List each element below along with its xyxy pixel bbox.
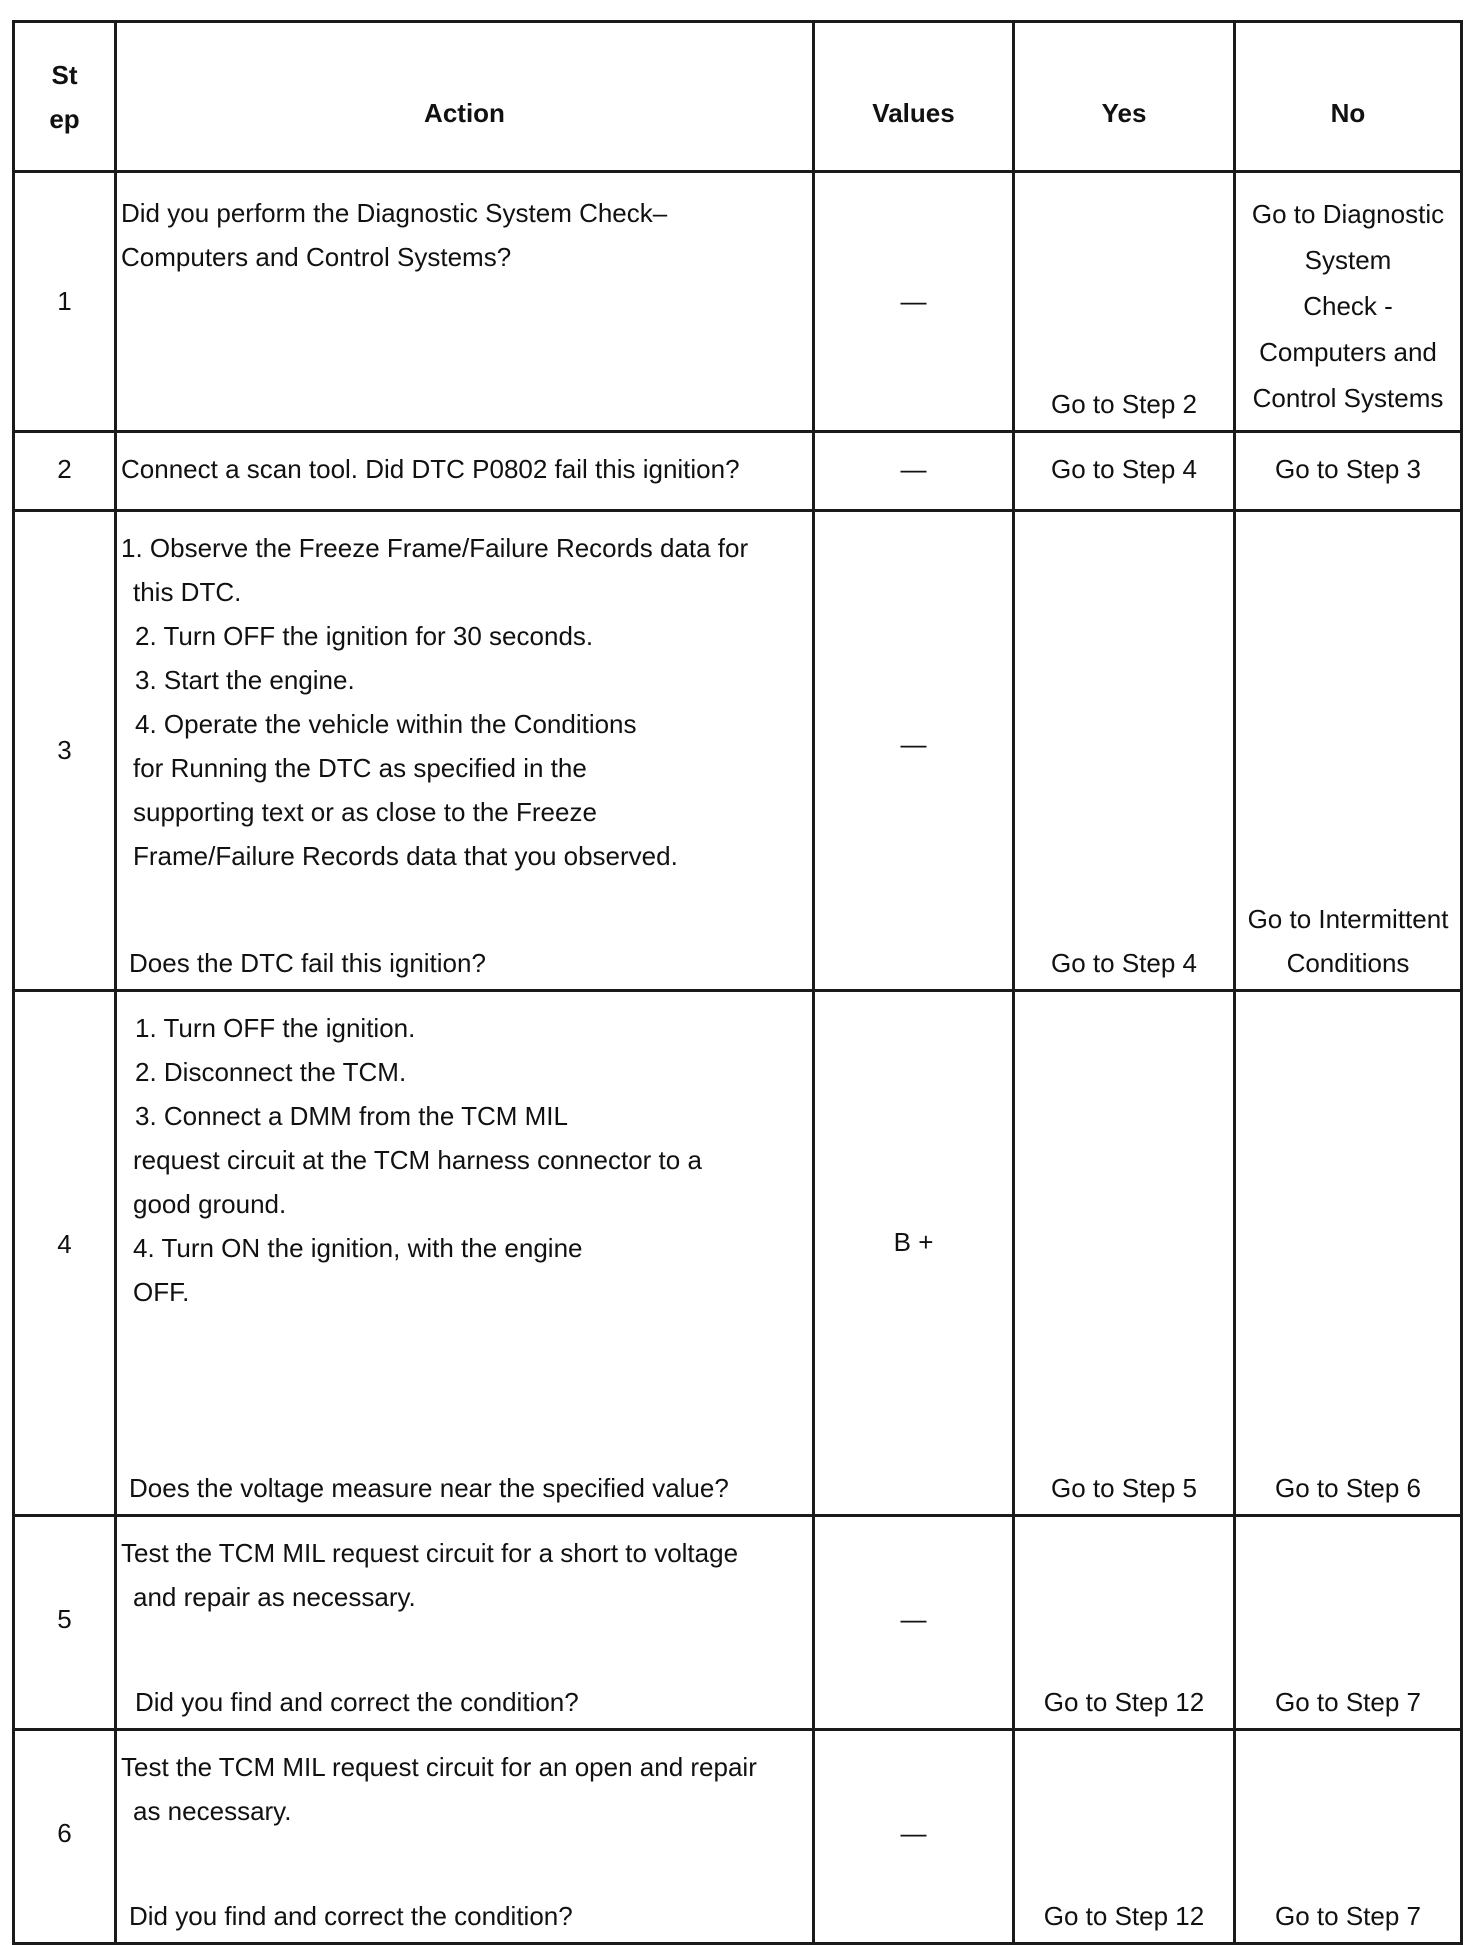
step-number: 4 [57,1229,72,1259]
no-link[interactable]: Go to Step 7 [1275,1901,1421,1931]
action-line: good ground. [133,1189,287,1219]
yes-link[interactable]: Go to Step 12 [1043,1901,1205,1931]
value-cell: — [900,286,927,316]
no-link[interactable]: Go to Diagnostic System Check - Computers and Control Systems [1251,199,1445,413]
table-row [14,511,1462,991]
yes-link[interactable]: Go to Step 2 [1051,389,1197,419]
action-question: Did you find and correct the condition? [129,1901,573,1931]
header-step-line-2: ep [49,103,80,134]
header-row [14,22,1462,172]
header-yes: Yes [1014,22,1235,172]
action-line: 2. Disconnect the TCM. [135,1057,407,1087]
yes-link[interactable]: Go to Step 4 [1051,454,1197,484]
action-line: 4. Turn ON the ignition, with the engine [133,1233,583,1263]
no-link[interactable]: Go to Step 6 [1275,1473,1421,1503]
action-line: 1. Turn OFF the ignition. [135,1013,416,1043]
yes-link[interactable]: Go to Step 12 [1043,1687,1205,1717]
header-step-line-1: St [51,59,78,90]
action-line: request circuit at the TCM harness connector to a [133,1145,702,1175]
action-line: Test the TCM MIL request circuit for an open and repair [121,1752,757,1782]
step-number: 3 [57,735,72,765]
action-line: and repair as necessary. [133,1582,416,1612]
no-link[interactable]: Go to Step 3 [1275,454,1421,484]
header-no: No [1235,22,1462,172]
action-line: this DTC. [133,577,242,607]
step-number: 6 [57,1818,72,1848]
table-row [14,172,1462,432]
step-number: 2 [57,454,72,484]
header-action: Action [116,22,814,172]
header-values: Values [814,22,1014,172]
step-number: 1 [57,286,72,316]
header-step [14,22,116,172]
action-line: Test the TCM MIL request circuit for a short to voltage [121,1538,739,1568]
action-line: Did you perform the Diagnostic System Check– [121,198,668,228]
yes-link[interactable]: Go to Step 5 [1051,1473,1197,1503]
value-cell: — [900,1604,927,1634]
value-cell: — [900,729,927,759]
action-line: supporting text or as close to the Freeze [133,797,597,827]
table-row [14,432,1462,511]
value-cell: — [900,1818,927,1848]
action-question: Did you find and correct the condition? [135,1687,579,1717]
action-question: Does the DTC fail this ignition? [129,948,486,978]
action-line: 2. Turn OFF the ignition for 30 seconds. [135,621,594,651]
table-row [14,1516,1462,1730]
action-line: Connect a scan tool. Did DTC P0802 fail this ignition? [121,454,740,484]
action-line: 3. Connect a DMM from the TCM MIL [135,1101,568,1131]
no-link[interactable]: Go to Step 7 [1275,1687,1421,1717]
value-cell: — [900,454,927,484]
action-line: for Running the DTC as specified in the [133,753,587,783]
table-row [14,991,1462,1516]
step-number: 5 [57,1604,72,1634]
action-line: Computers and Control Systems? [121,242,512,272]
value-cell: B + [893,1227,934,1257]
action-line: as necessary. [133,1796,292,1826]
action-question: Does the voltage measure near the specified value? [129,1473,729,1503]
action-line: Frame/Failure Records data that you observed. [133,841,678,871]
diagnostic-table [12,20,1463,1945]
action-line: 3. Start the engine. [135,665,355,695]
no-link[interactable]: Go to Intermittent Conditions [1247,904,1449,978]
yes-link[interactable]: Go to Step 4 [1051,948,1197,978]
action-line: 4. Operate the vehicle within the Conditions [135,709,637,739]
action-line: 1. Observe the Freeze Frame/Failure Records data for [121,533,749,563]
table-row [14,1730,1462,1944]
action-line: OFF. [133,1277,190,1307]
